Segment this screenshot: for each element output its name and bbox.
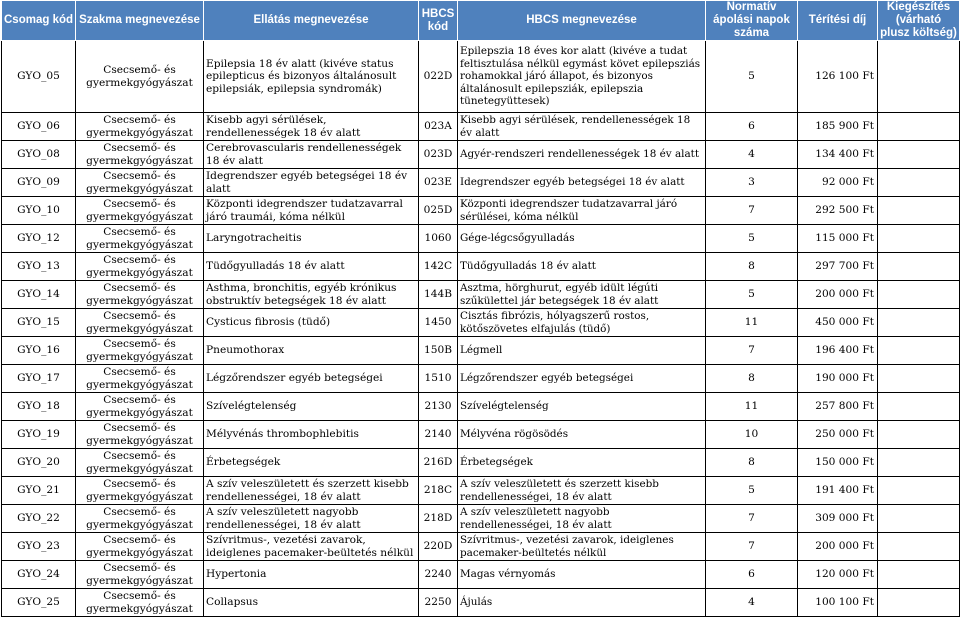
normative-days-cell: 11	[706, 393, 798, 421]
extra-cost-cell	[878, 281, 960, 309]
specialty-cell: Csecsemő- és gyermekgyógyászat	[76, 365, 204, 393]
fee-cell: 190 000 Ft	[798, 365, 878, 393]
extra-cost-cell	[878, 141, 960, 169]
hbcs-code-cell: 150B	[419, 337, 458, 365]
fee-cell: 309 000 Ft	[798, 505, 878, 533]
normative-days-cell: 11	[706, 309, 798, 337]
extra-cost-cell	[878, 533, 960, 561]
header-hbcs-name: HBCS megnevezése	[458, 1, 706, 41]
hbcs-code-cell: 218C	[419, 477, 458, 505]
extra-cost-cell	[878, 113, 960, 141]
package-code-cell: GYO_05	[2, 41, 76, 113]
package-code-cell: GYO_18	[2, 393, 76, 421]
hbcs-name-cell: Szívritmus-, vezetési zavarok, ideiglenes pacemaker-beültetés nélkül	[458, 533, 706, 561]
extra-cost-cell	[878, 197, 960, 225]
extra-cost-cell	[878, 449, 960, 477]
normative-days-cell: 7	[706, 197, 798, 225]
service-cell: Cysticus fibrosis (tüdő)	[204, 309, 419, 337]
extra-cost-cell	[878, 393, 960, 421]
fee-cell: 200 000 Ft	[798, 281, 878, 309]
hbcs-name-cell: Cisztás fibrózis, hólyagszerű rostos, kötőszövetes elfajulás (tüdő)	[458, 309, 706, 337]
service-cell: Mélyvénás thrombophlebitis	[204, 421, 419, 449]
specialty-cell: Csecsemő- és gyermekgyógyászat	[76, 449, 204, 477]
fee-cell: 134 400 Ft	[798, 141, 878, 169]
fee-cell: 126 100 Ft	[798, 41, 878, 113]
specialty-cell: Csecsemő- és gyermekgyógyászat	[76, 589, 204, 617]
table-row	[2, 533, 960, 561]
normative-days-cell: 5	[706, 477, 798, 505]
extra-cost-cell	[878, 421, 960, 449]
package-code-cell: GYO_09	[2, 169, 76, 197]
package-code-cell: GYO_15	[2, 309, 76, 337]
normative-days-cell: 8	[706, 253, 798, 281]
hbcs-name-cell: Légzőrendszer egyéb betegségei	[458, 365, 706, 393]
service-cell: Tüdőgyulladás 18 év alatt	[204, 253, 419, 281]
hbcs-name-cell: A szív veleszületett nagyobb rendellenességei, 18 év alatt	[458, 505, 706, 533]
hbcs-code-cell: 142C	[419, 253, 458, 281]
hbcs-name-cell: Idegrendszer egyéb betegségei 18 év alatt	[458, 169, 706, 197]
fee-cell: 297 700 Ft	[798, 253, 878, 281]
fee-cell: 120 000 Ft	[798, 561, 878, 589]
hbcs-code-cell: 216D	[419, 449, 458, 477]
hbcs-name-cell: Gége-légcsőgyulladás	[458, 225, 706, 253]
normative-days-cell: 7	[706, 337, 798, 365]
extra-cost-cell	[878, 505, 960, 533]
hbcs-code-cell: 023E	[419, 169, 458, 197]
package-code-cell: GYO_13	[2, 253, 76, 281]
package-code-cell: GYO_23	[2, 533, 76, 561]
fee-cell: 92 000 Ft	[798, 169, 878, 197]
header-service: Ellátás megnevezése	[204, 1, 419, 41]
extra-cost-cell	[878, 41, 960, 113]
specialty-cell: Csecsemő- és gyermekgyógyászat	[76, 253, 204, 281]
table-row	[2, 309, 960, 337]
package-code-cell: GYO_21	[2, 477, 76, 505]
fee-cell: 450 000 Ft	[798, 309, 878, 337]
table-row	[2, 169, 960, 197]
header-extra-cost: Kiegészítés (várható plusz költség)	[878, 1, 960, 41]
table-row	[2, 449, 960, 477]
specialty-cell: Csecsemő- és gyermekgyógyászat	[76, 197, 204, 225]
table-body	[2, 41, 960, 617]
hbcs-code-cell: 1510	[419, 365, 458, 393]
hbcs-code-cell: 144B	[419, 281, 458, 309]
hbcs-code-cell: 220D	[419, 533, 458, 561]
hbcs-name-cell: Szívelégtelenség	[458, 393, 706, 421]
hbcs-code-cell: 1060	[419, 225, 458, 253]
fee-cell: 185 900 Ft	[798, 113, 878, 141]
header-specialty: Szakma megnevezése	[76, 1, 204, 41]
package-code-cell: GYO_24	[2, 561, 76, 589]
table-row	[2, 113, 960, 141]
header-hbcs-code: HBCS kód	[419, 1, 458, 41]
extra-cost-cell	[878, 225, 960, 253]
normative-days-cell: 6	[706, 113, 798, 141]
normative-days-cell: 5	[706, 281, 798, 309]
table-row	[2, 393, 960, 421]
hbcs-name-cell: Magas vérnyomás	[458, 561, 706, 589]
service-cell: Központi idegrendszer tudatzavarral járó traumái, kóma nélkül	[204, 197, 419, 225]
hbcs-code-cell: 023D	[419, 141, 458, 169]
normative-days-cell: 4	[706, 589, 798, 617]
table-row	[2, 141, 960, 169]
header-package-code: Csomag kód	[2, 1, 76, 41]
service-cell: Érbetegségek	[204, 449, 419, 477]
normative-days-cell: 8	[706, 365, 798, 393]
specialty-cell: Csecsemő- és gyermekgyógyászat	[76, 225, 204, 253]
specialty-cell: Csecsemő- és gyermekgyógyászat	[76, 141, 204, 169]
package-code-cell: GYO_14	[2, 281, 76, 309]
package-code-cell: GYO_06	[2, 113, 76, 141]
normative-days-cell: 10	[706, 421, 798, 449]
extra-cost-cell	[878, 589, 960, 617]
hbcs-code-cell: 023A	[419, 113, 458, 141]
package-code-cell: GYO_22	[2, 505, 76, 533]
specialty-cell: Csecsemő- és gyermekgyógyászat	[76, 533, 204, 561]
specialty-cell: Csecsemő- és gyermekgyógyászat	[76, 113, 204, 141]
extra-cost-cell	[878, 337, 960, 365]
package-code-cell: GYO_16	[2, 337, 76, 365]
service-cell: Laryngotracheitis	[204, 225, 419, 253]
service-cell: Asthma, bronchitis, egyéb krónikus obstruktív betegségek 18 év alatt	[204, 281, 419, 309]
table-row	[2, 365, 960, 393]
service-cell: Hypertonia	[204, 561, 419, 589]
service-cell: A szív veleszületett nagyobb rendellenességei, 18 év alatt	[204, 505, 419, 533]
package-code-cell: GYO_25	[2, 589, 76, 617]
normative-days-cell: 7	[706, 505, 798, 533]
extra-cost-cell	[878, 561, 960, 589]
package-code-cell: GYO_17	[2, 365, 76, 393]
fee-cell: 200 000 Ft	[798, 533, 878, 561]
header-fee: Térítési díj	[798, 1, 878, 41]
table-row	[2, 41, 960, 113]
extra-cost-cell	[878, 253, 960, 281]
service-cell: Collapsus	[204, 589, 419, 617]
hbcs-name-cell: Ájulás	[458, 589, 706, 617]
fee-cell: 196 400 Ft	[798, 337, 878, 365]
extra-cost-cell	[878, 365, 960, 393]
specialty-cell: Csecsemő- és gyermekgyógyászat	[76, 281, 204, 309]
specialty-cell: Csecsemő- és gyermekgyógyászat	[76, 337, 204, 365]
header-row	[2, 1, 960, 41]
service-cell: Szívritmus-, vezetési zavarok, ideiglenes pacemaker-beültetés nélkül	[204, 533, 419, 561]
hbcs-name-cell: Kisebb agyi sérülések, rendellenességek 18 év alatt	[458, 113, 706, 141]
service-cell: Epilepsia 18 év alatt (kivéve status epilepticus és bizonyos általánosult epilepsiák, epilepsia syndromák)	[204, 41, 419, 113]
package-code-cell: GYO_20	[2, 449, 76, 477]
specialty-cell: Csecsemő- és gyermekgyógyászat	[76, 393, 204, 421]
service-cell: Cerebrovascularis rendellenességek 18 év alatt	[204, 141, 419, 169]
extra-cost-cell	[878, 309, 960, 337]
table-row	[2, 281, 960, 309]
service-cell: Légzőrendszer egyéb betegségei	[204, 365, 419, 393]
hbcs-code-cell: 025D	[419, 197, 458, 225]
specialty-cell: Csecsemő- és gyermekgyógyászat	[76, 477, 204, 505]
hbcs-code-cell: 1450	[419, 309, 458, 337]
table-row	[2, 197, 960, 225]
specialty-cell: Csecsemő- és gyermekgyógyászat	[76, 421, 204, 449]
fee-cell: 250 000 Ft	[798, 421, 878, 449]
table-row	[2, 421, 960, 449]
header-normative-days: Normatív ápolási napok száma	[706, 1, 798, 41]
specialty-cell: Csecsemő- és gyermekgyógyászat	[76, 505, 204, 533]
hbcs-name-cell: Epilepszia 18 éves kor alatt (kivéve a tudat feltisztulása nélkül egymást követ epilepsziás rohamokkal járó állapot, és bizonyos általánosult epilepsziák, epilepszia tünetegyüttesek)	[458, 41, 706, 113]
service-cell: Idegrendszer egyéb betegségei 18 év alatt	[204, 169, 419, 197]
hbcs-name-cell: Központi idegrendszer tudatzavarral járó sérülései, kóma nélkül	[458, 197, 706, 225]
specialty-cell: Csecsemő- és gyermekgyógyászat	[76, 309, 204, 337]
normative-days-cell: 6	[706, 561, 798, 589]
normative-days-cell: 3	[706, 169, 798, 197]
tariff-table	[1, 0, 960, 617]
fee-cell: 292 500 Ft	[798, 197, 878, 225]
table-row	[2, 505, 960, 533]
hbcs-code-cell: 2130	[419, 393, 458, 421]
service-cell: Pneumothorax	[204, 337, 419, 365]
table-row	[2, 561, 960, 589]
hbcs-code-cell: 2140	[419, 421, 458, 449]
hbcs-name-cell: Agyér-rendszeri rendellenességek 18 év alatt	[458, 141, 706, 169]
fee-cell: 115 000 Ft	[798, 225, 878, 253]
package-code-cell: GYO_10	[2, 197, 76, 225]
package-code-cell: GYO_12	[2, 225, 76, 253]
specialty-cell: Csecsemő- és gyermekgyógyászat	[76, 561, 204, 589]
normative-days-cell: 5	[706, 41, 798, 113]
table-row	[2, 225, 960, 253]
hbcs-name-cell: Légmell	[458, 337, 706, 365]
table-row	[2, 589, 960, 617]
hbcs-code-cell: 2240	[419, 561, 458, 589]
specialty-cell: Csecsemő- és gyermekgyógyászat	[76, 41, 204, 113]
table-row	[2, 337, 960, 365]
extra-cost-cell	[878, 477, 960, 505]
hbcs-code-cell: 218D	[419, 505, 458, 533]
service-cell: A szív veleszületett és szerzett kisebb rendellenességei, 18 év alatt	[204, 477, 419, 505]
normative-days-cell: 4	[706, 141, 798, 169]
hbcs-name-cell: A szív veleszületett és szerzett kisebb rendellenességei, 18 év alatt	[458, 477, 706, 505]
normative-days-cell: 7	[706, 533, 798, 561]
package-code-cell: GYO_19	[2, 421, 76, 449]
normative-days-cell: 8	[706, 449, 798, 477]
extra-cost-cell	[878, 169, 960, 197]
hbcs-name-cell: Mélyvéna rögösödés	[458, 421, 706, 449]
table-row	[2, 253, 960, 281]
package-code-cell: GYO_08	[2, 141, 76, 169]
specialty-cell: Csecsemő- és gyermekgyógyászat	[76, 169, 204, 197]
fee-cell: 191 400 Ft	[798, 477, 878, 505]
fee-cell: 257 800 Ft	[798, 393, 878, 421]
service-cell: Szívelégtelenség	[204, 393, 419, 421]
hbcs-code-cell: 2250	[419, 589, 458, 617]
hbcs-name-cell: Érbetegségek	[458, 449, 706, 477]
fee-cell: 150 000 Ft	[798, 449, 878, 477]
table-row	[2, 477, 960, 505]
hbcs-name-cell: Asztma, hörghurut, egyéb idült légúti szűkülettel jár betegségek 18 év alatt	[458, 281, 706, 309]
service-cell: Kisebb agyi sérülések, rendellenességek 18 év alatt	[204, 113, 419, 141]
hbcs-code-cell: 022D	[419, 41, 458, 113]
normative-days-cell: 5	[706, 225, 798, 253]
fee-cell: 100 100 Ft	[798, 589, 878, 617]
hbcs-name-cell: Tüdőgyulladás 18 év alatt	[458, 253, 706, 281]
